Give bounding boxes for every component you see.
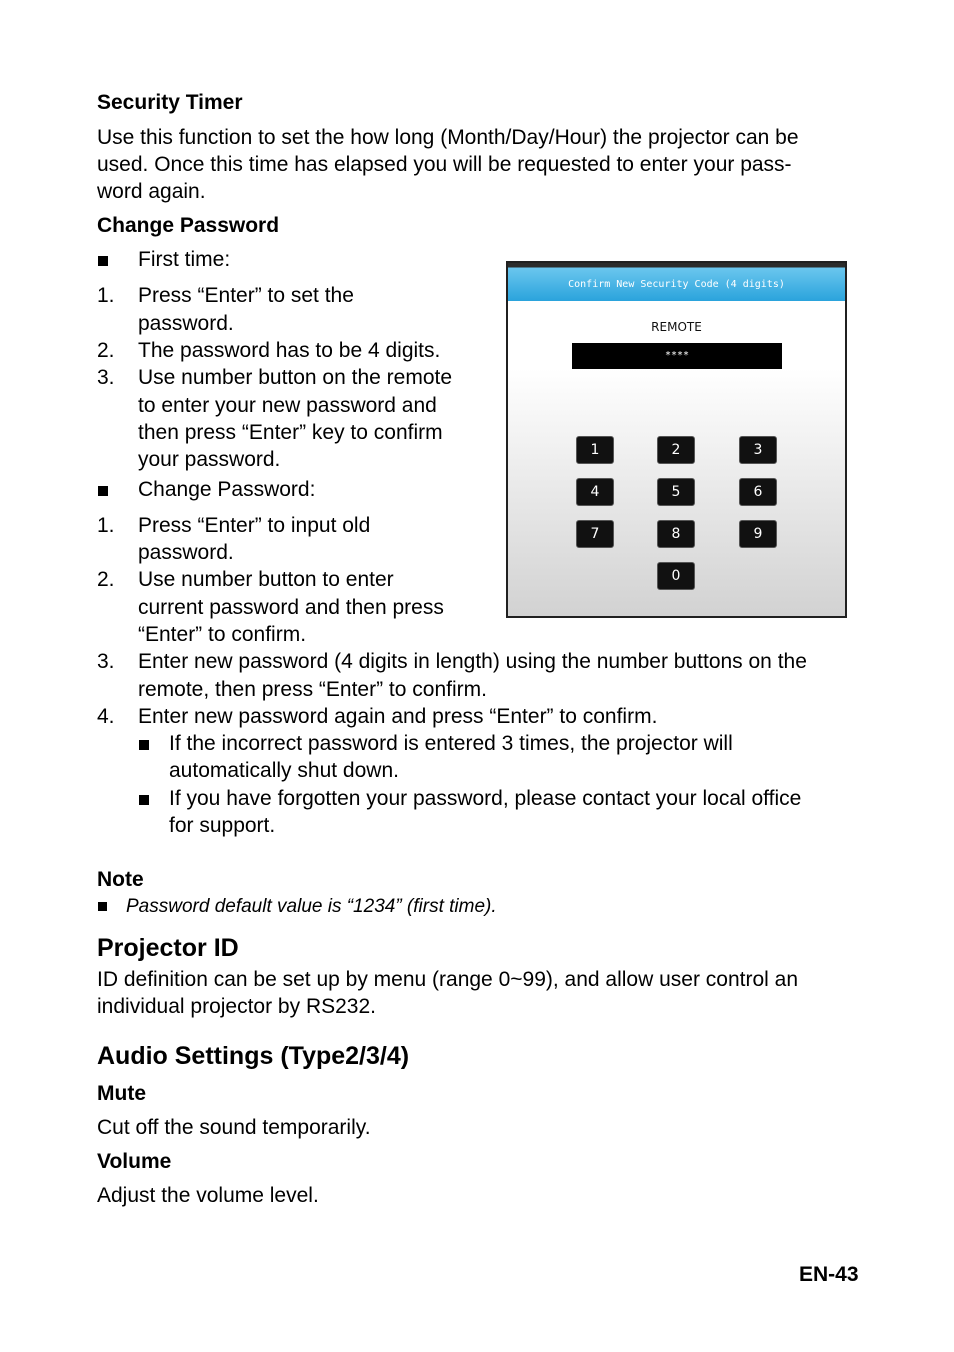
bullet-square-icon	[139, 795, 149, 805]
step-number: 4.	[97, 705, 115, 728]
step-text: then press “Enter” key to confirm	[138, 421, 443, 444]
bullet-square-icon	[98, 486, 108, 496]
dialog-mode-label: REMOTE	[651, 320, 702, 334]
step-text: remote, then press “Enter” to confirm.	[138, 678, 487, 701]
bullet-square-icon	[98, 256, 108, 266]
security-timer-heading: Security Timer	[97, 91, 243, 114]
key-2-button[interactable]: 2	[657, 436, 695, 464]
note-heading: Note	[97, 868, 144, 891]
dialog-title: Confirm New Security Code (4 digits)	[508, 263, 845, 301]
key-4-button[interactable]: 4	[576, 478, 614, 506]
step-text: The password has to be 4 digits.	[138, 339, 441, 362]
step-text: “Enter” to confirm.	[138, 623, 307, 646]
bullet-square-icon	[139, 740, 149, 750]
step-text: password.	[138, 541, 234, 564]
step-text: Press “Enter” to input old	[138, 514, 371, 537]
sub-bullet-text: for support.	[169, 814, 276, 837]
step-text: Press “Enter” to set the	[138, 284, 354, 307]
bullet-square-icon	[98, 902, 107, 911]
step-text: Enter new password (4 digits in length) using the number buttons on the	[138, 650, 807, 673]
key-3-button[interactable]: 3	[739, 436, 777, 464]
step-number: 3.	[97, 650, 115, 673]
change-password-heading: Change Password	[97, 214, 280, 237]
sub-bullet-text: automatically shut down.	[169, 759, 399, 782]
key-7-button[interactable]: 7	[576, 520, 614, 548]
security-timer-text-line-3: word again.	[97, 180, 206, 203]
projector-id-text-line-1: ID definition can be set up by menu (range 0~99), and allow user control an	[97, 968, 799, 991]
key-9-button[interactable]: 9	[739, 520, 777, 548]
sub-bullet-text: If the incorrect password is entered 3 times, the projector will	[169, 732, 733, 755]
key-6-button[interactable]: 6	[739, 478, 777, 506]
security-code-dialog	[506, 261, 847, 618]
password-field[interactable]: ****	[572, 343, 782, 369]
key-8-button[interactable]: 8	[657, 520, 695, 548]
sub-bullet-text: If you have forgotten your password, please contact your local office	[169, 787, 802, 810]
step-text: your password.	[138, 448, 281, 471]
audio-settings-heading: Audio Settings (Type2/3/4)	[97, 1042, 410, 1070]
step-text: Use number button on the remote	[138, 366, 453, 389]
step-number: 2.	[97, 568, 115, 591]
step-number: 1.	[97, 514, 115, 537]
change-password-bullet: Change Password:	[138, 478, 316, 501]
step-number: 3.	[97, 366, 115, 389]
security-timer-text-line-1: Use this function to set the how long (Month/Day/Hour) the projector can be	[97, 126, 799, 149]
step-number: 2.	[97, 339, 115, 362]
key-0-button[interactable]: 0	[657, 562, 695, 590]
projector-id-heading: Projector ID	[97, 934, 239, 962]
step-text: Enter new password again and press “Enter” to confirm.	[138, 705, 658, 728]
mute-heading: Mute	[97, 1082, 146, 1105]
key-5-button[interactable]: 5	[657, 478, 695, 506]
page-number: EN-43	[799, 1263, 859, 1286]
key-1-button[interactable]: 1	[576, 436, 614, 464]
first-time-bullet: First time:	[138, 248, 231, 271]
security-timer-text-line-2: used. Once this time has elapsed you will be requested to enter your pass-	[97, 153, 792, 176]
volume-heading: Volume	[97, 1150, 172, 1173]
projector-id-text-line-2: individual projector by RS232.	[97, 995, 376, 1018]
step-text: Use number button to enter	[138, 568, 394, 591]
mute-text: Cut off the sound temporarily.	[97, 1116, 371, 1139]
step-text: current password and then press	[138, 596, 444, 619]
step-text: password.	[138, 312, 234, 335]
volume-text: Adjust the volume level.	[97, 1184, 319, 1207]
note-text: Password default value is “1234” (first time).	[126, 896, 497, 917]
step-number: 1.	[97, 284, 115, 307]
step-text: to enter your new password and	[138, 394, 437, 417]
